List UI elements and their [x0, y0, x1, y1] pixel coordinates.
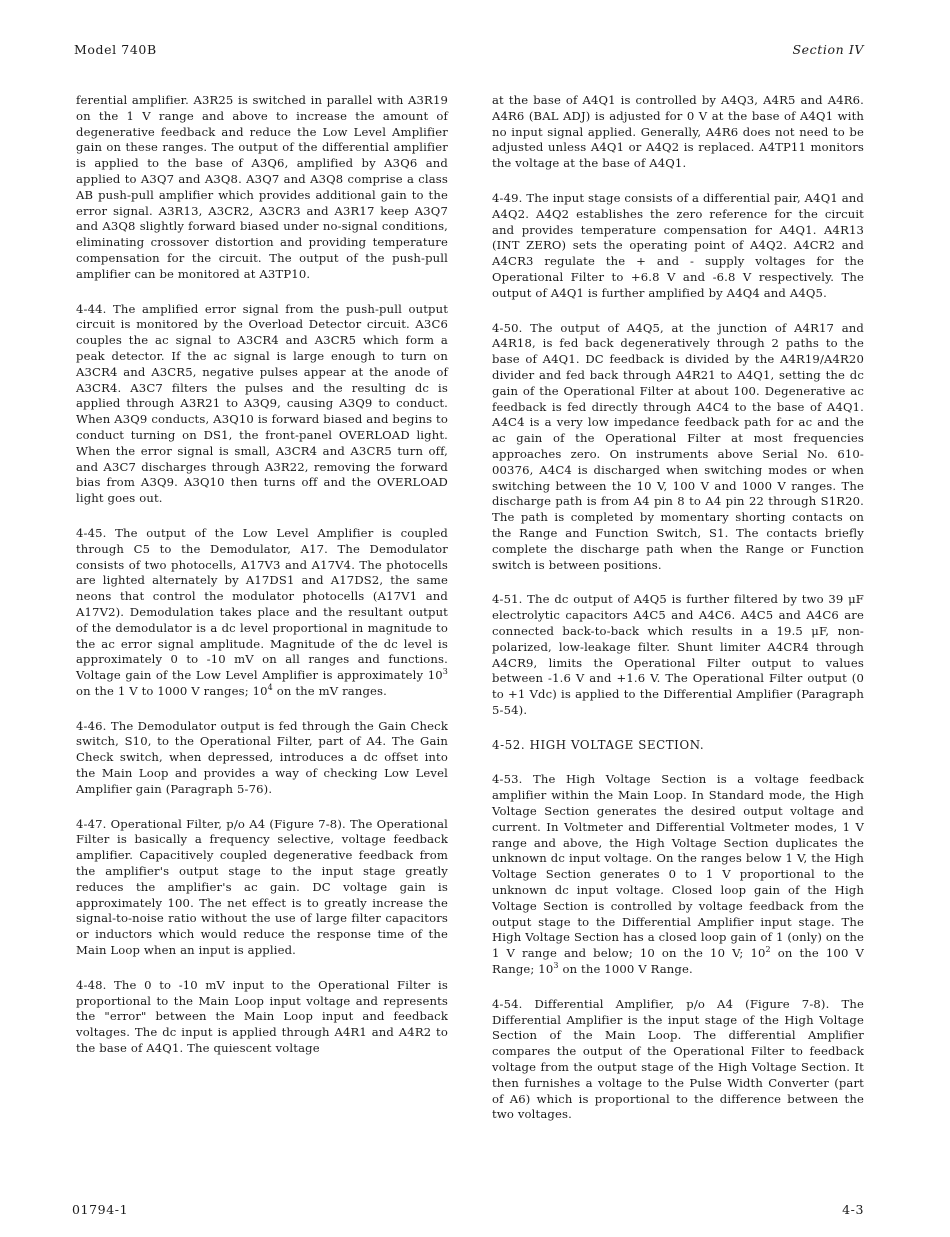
paragraph-4-44: 4-44. The amplified error signal from the push-pull output circuit is monitored by the Overload Detector circuit. A3C6 couples the ac signal to A3CR4 and A3CR5 which form a peak detector. If the ac signal is large enough to turn on A3CR4 and A3CR5, negative pulses appear at the anode of A3CR4. A3C7 filters the pulses and the resulting dc is applied through A3R21 to A3Q9, causing A3Q9 to conduct. When A3Q9 conducts, A3Q10 is forward biased and begins to conduct turning on DS1, the front-panel OVERLOAD light. When the error signal is small, A3CR4 and A3CR5 turn off, and A3C7 discharges through A3R22, removing the forward bias from A3Q9. A3Q10 then turns off and the OVERLOAD light goes out. [76, 301, 448, 506]
header-model: Model 740B [74, 42, 157, 57]
right-column [492, 93, 864, 1142]
paragraph-continued: ferential amplifier. A3R25 is switched in parallel with A3R19 on the 1 V range and above to increase the amount of degenerative feedback and reduce the Low Level Amplifier gain on these ranges. The output of the differential amplifier is applied to the base of A3Q6, amplified by A3Q6 and applied to A3Q7 and A3Q8. A3Q7 and A3Q8 comprise a class AB push-pull amplifier which provides additional gain to the error signal. A3R13, A3CR2, A3CR3 and A3R17 keep A3Q7 and A3Q8 slightly forward biased under no-signal conditions, eliminating crossover distortion and providing temperature compensation for the circuit. The output of the push-pull amplifier can be monitored at A3TP10. [76, 93, 448, 281]
superscript: 2 [765, 945, 771, 955]
paragraph-4-48: 4-48. The 0 to -10 mV input to the Operational Filter is proportional to the Main Loop input voltage and represents the "error" between the Main Loop input and feedback voltages. The dc input is applied through A4R1 and A4R2 to the base of A4Q1. The quiescent voltage [76, 977, 448, 1056]
paragraph-4-53: 4-53. The High Voltage Section is a voltage feedback amplifier within the Main Loop. In Standard mode, the High Voltage Section generates the desired output voltage and current. In Voltmeter and Differential Voltmeter modes, 1 V range and above, the High Voltage Section duplicates the unknown dc input voltage. On the ranges below 1 V, the High Voltage Section generates 0 to 1 V proportional to the unknown dc input voltage. Closed loop gain of the High Voltage Section is controlled by voltage feedback from the output stage to the Differential Amplifier input stage. The High Voltage Section has a closed loop gain of 1 (only) on the 1 V range and below; 10 on the 10 V; $10^2$ on the 100 V Range; $10^3$ on the 1000 V Range. [492, 772, 864, 977]
paragraph-4-46: 4-46. The Demodulator output is fed through the Gain Check switch, S10, to the Operational Filter, part of A4. The Gain Check switch, when depressed, introduces a dc offset into the Main Loop and provides a way of checking Low Level Amplifier gain (Paragraph 5-76). [76, 718, 448, 796]
footer-page-number: 4-3 [842, 1202, 864, 1217]
paragraph-4-49: 4-49. The input stage consists of a differential pair, A4Q1 and A4Q2. A4Q2 establishes the zero reference for the circuit and provides temperature compensation for A4Q1. A4R13 (INT ZERO) sets the operating point of A4Q2. A4CR2 and A4CR3 regulate the + and - supply voltages for the Operational Filter to +6.8 V and -6.8 V respectively. The output of A4Q1 is further amplified by A4Q4 and A4Q5. [492, 190, 864, 300]
paragraph-4-45: 4-45. The output of the Low Level Amplifier is coupled through C5 to the Demodulator, A17. The Demodulator consists of two photocells, A17V3 and A17V4. The photocells are lighted alternately by A17DS1 and A17DS2, the same neons that control the modulator photocells (A17V1 and A17V2). Demodulation takes place and the resultant output of the demodulator is a dc level proportional in magnitude to the ac error signal amplitude. Magnitude of the dc level is approximately 0 to -10 mV on all ranges and functions. Voltage gain of the Low Level Amplifier is approximately $10^3$ on the 1 V to 1000 V ranges; $10^4$ on the mV ranges. [76, 525, 448, 698]
paragraph-4-47: 4-47. Operational Filter, p/o A4 (Figure 7-8). The Operational Filter is basically a frequency selective, voltage feedback amplifier. Capacitively coupled degenerative feedback from the amplifier's output stage to the input stage greatly reduces the amplifier's ac gain. DC voltage gain is approximately 100. The net effect is to greatly increase the signal-to-noise ratio without the use of large filter capacitors or inductors which would reduce the response time of the Main Loop when an input is applied. [76, 816, 448, 958]
header-section: Section IV [792, 42, 864, 57]
footer-part-number: 01794-1 [72, 1202, 129, 1217]
superscript: 4 [267, 683, 273, 693]
paragraph-4-54: 4-54. Differential Amplifier, p/o A4 (Figure 7-8). The Differential Amplifier is the input stage of the High Voltage Section of the Main Loop. The differential Amplifier compares the output of the Operational Filter to feedback voltage from the output stage of the High Voltage Section. It then furnishes a voltage to the Pulse Width Converter (part of A6) which is proportional to the difference between the two voltages. [492, 996, 864, 1122]
paragraph-4-50: 4-50. The output of A4Q5, at the junction of A4R17 and A4R18, is fed back degeneratively through 2 paths to the base of A4Q1. DC feedback is divided by the A4R19/A4R20 divider and fed back through A4R21 to A4Q1, setting the dc gain of the Operational Filter at about 100. Degenerative ac feedback is fed directly through A4C4 to the base of A4Q1. A4C4 is a very low impedance feedback path for ac and the ac gain of the Operational Filter at most frequencies approaches zero. On instruments above Serial No. 610-00376, A4C4 is discharged when switching modes or when switching between the 10 V, 100 V and 1000 V ranges. The discharge path is from A4 pin 8 to A4 pin 22 through S1R20. The path is completed by momentary shorting contacts on the Range and Function Switch, S1. The contacts briefly complete the discharge path when the Range or Function switch is between positions. [492, 320, 864, 572]
superscript: 3 [442, 667, 448, 677]
section-heading: 4-52. HIGH VOLTAGE SECTION. [492, 737, 705, 752]
paragraph-4-51: 4-51. The dc output of A4Q5 is further filtered by two 39 μF electrolytic capacitors A4C5 and A4C6. A4C5 and A4C6 are connected back-to-back which results in a 19.5 μF, non-polarized, low-leakage filter. Shunt limiter A4CR4 through A4CR9, limits the Operational Filter output to values between -1.6 V and +1.6 V. The Operational Filter output (0 to +1 Vdc) is applied to the Differential Amplifier (Paragraph 5-54). [492, 592, 864, 717]
superscript: 3 [553, 961, 559, 971]
left-column [76, 93, 448, 1076]
paragraph-continued-right: at the base of A4Q1 is controlled by A4Q3, A4R5 and A4R6. A4R6 (BAL ADJ) is adjusted for 0 V at the base of A4Q1 with no input signal applied. Generally, A4R6 does not need to be adjusted unless A4Q1 or A4Q2 is replaced. A4TP11 monitors the voltage at the base of A4Q1. [492, 93, 864, 171]
